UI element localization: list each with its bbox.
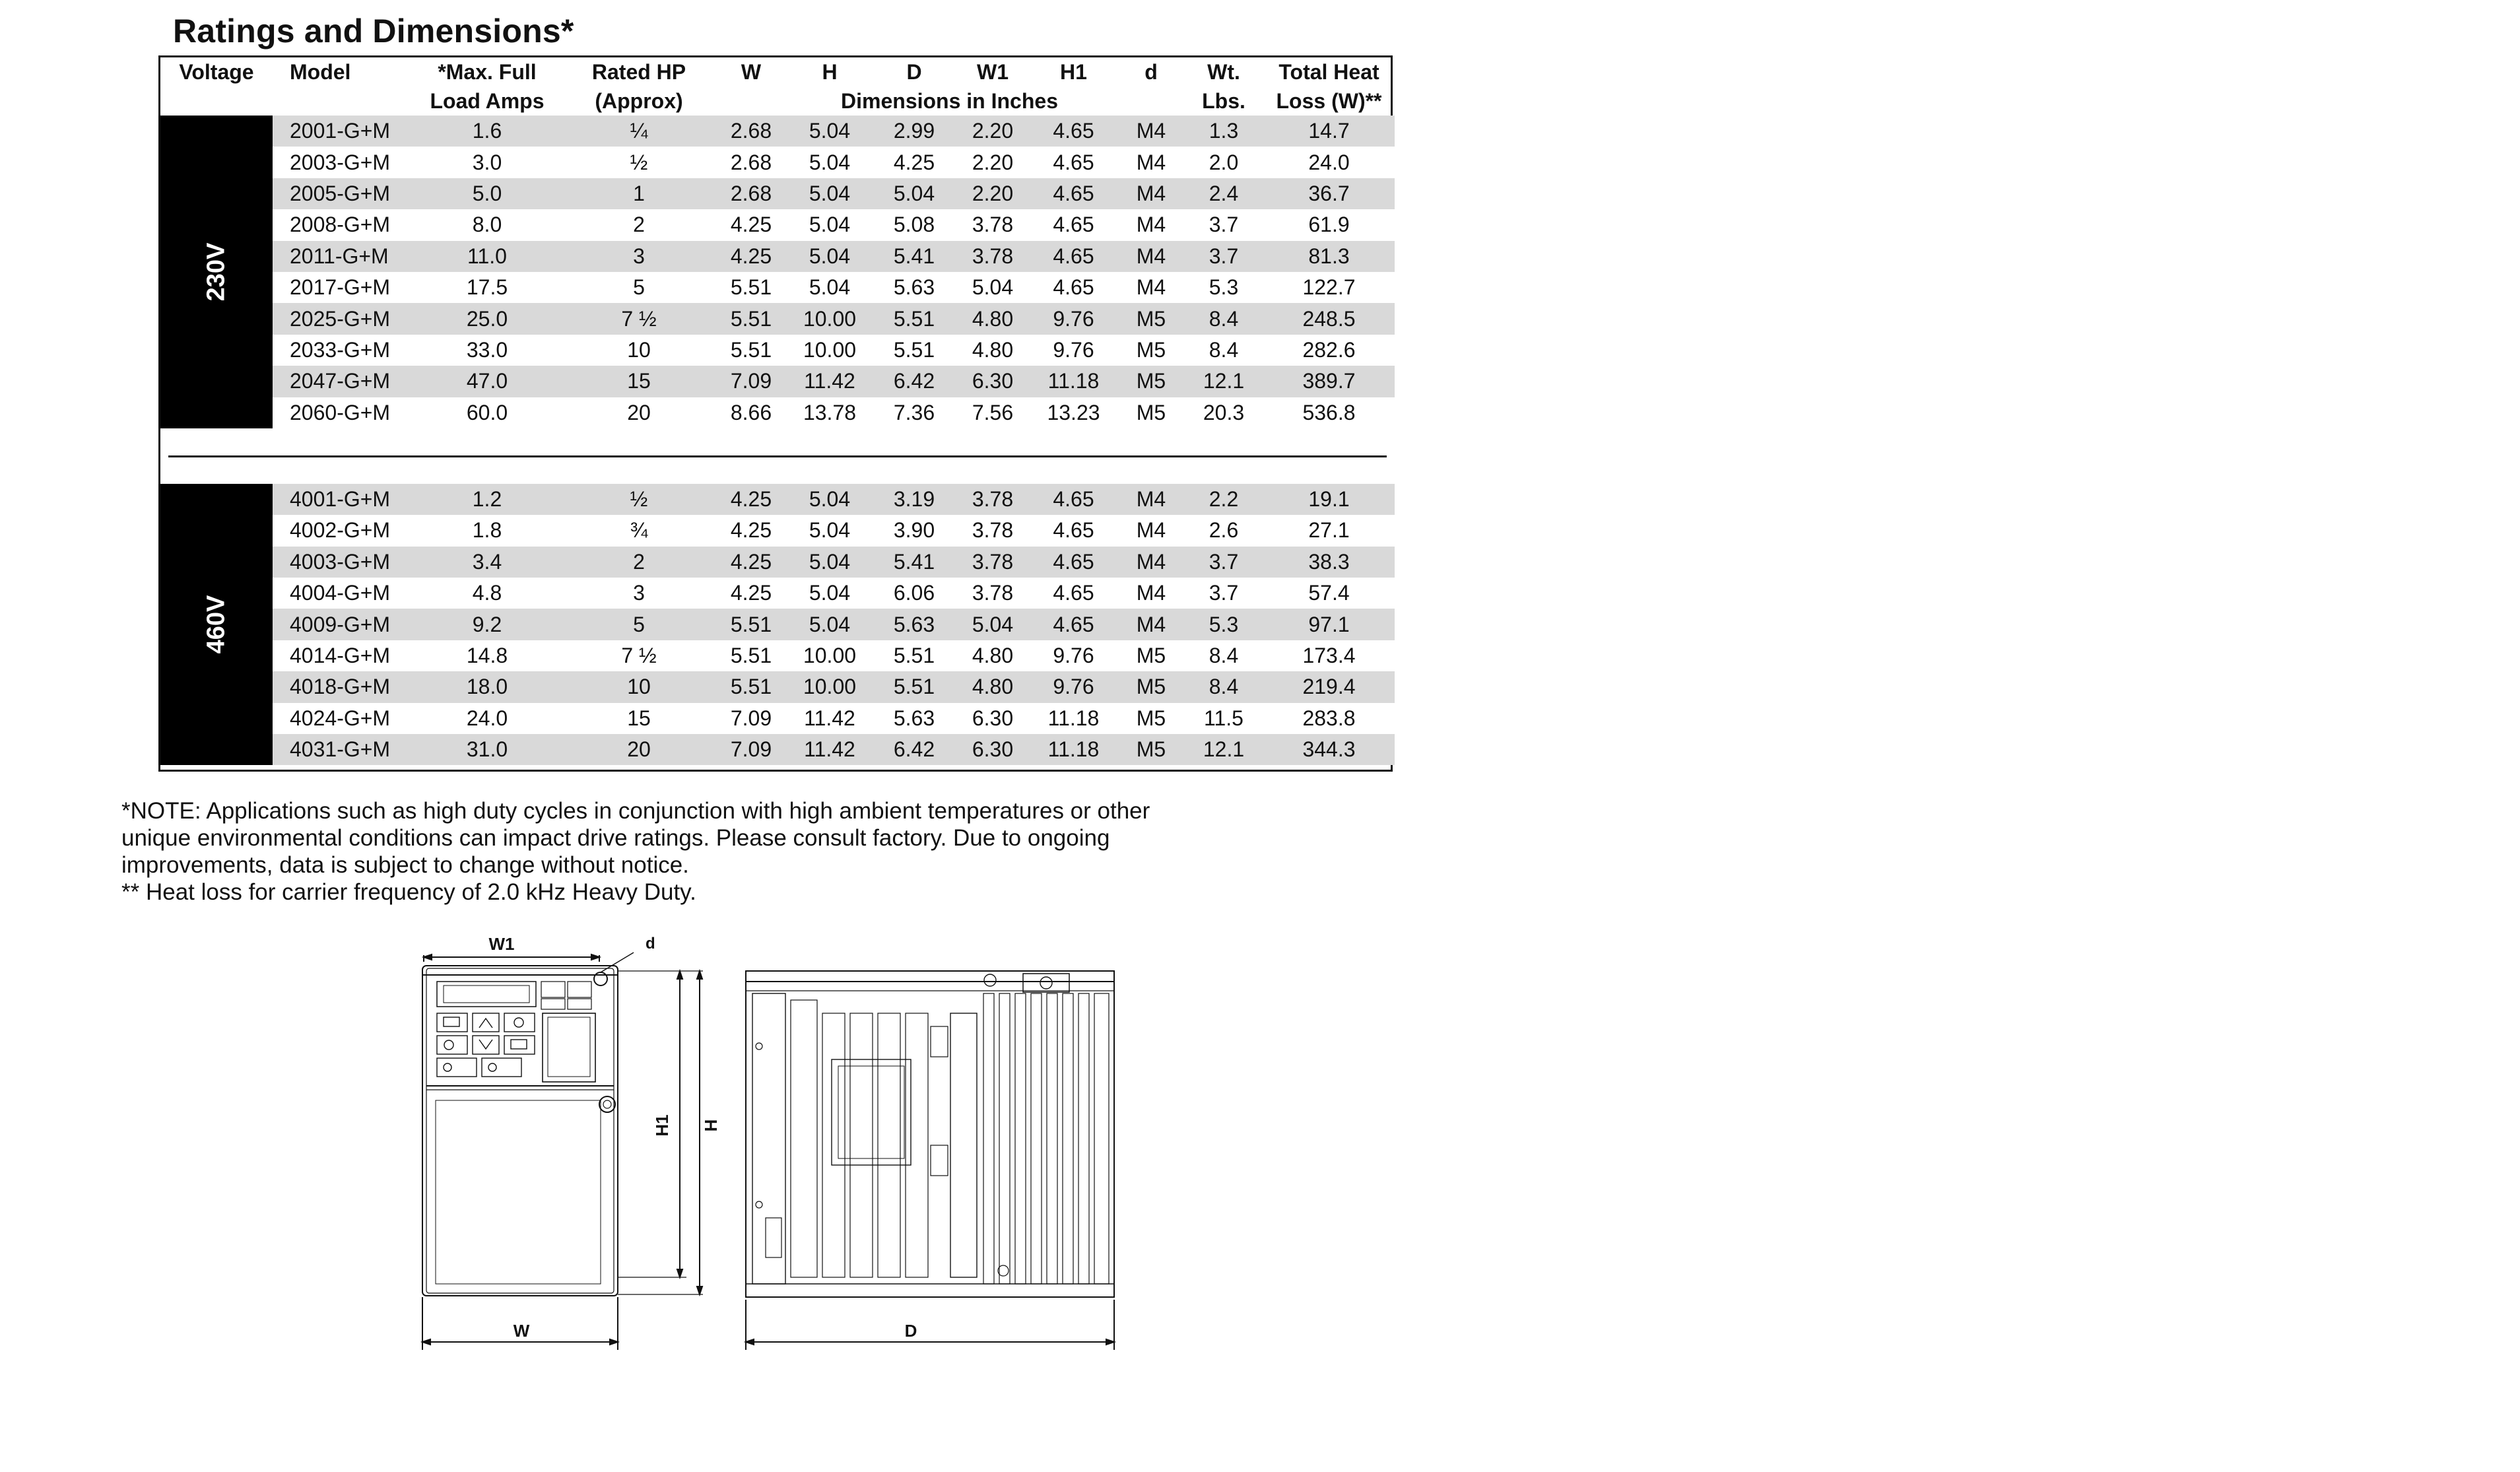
header-row-1 bbox=[160, 57, 1395, 86]
table-row bbox=[160, 335, 1395, 366]
cell-d: 4.25 bbox=[872, 147, 956, 178]
cell-bolt-d: M5 bbox=[1118, 303, 1184, 334]
table-row bbox=[160, 272, 1395, 303]
cell-rated-hp: 7 ½ bbox=[563, 303, 715, 334]
cell-d: 2.99 bbox=[872, 116, 956, 147]
header-w1: W1 bbox=[977, 60, 1009, 84]
cell-d: 5.63 bbox=[872, 609, 956, 640]
header-h1: H1 bbox=[1060, 60, 1087, 84]
cell-w: 4.25 bbox=[715, 241, 787, 272]
header-model-blank bbox=[273, 86, 411, 116]
cell-h1: 11.18 bbox=[1029, 366, 1118, 397]
cell-weight: 8.4 bbox=[1184, 671, 1263, 702]
cell-rated-hp: 2 bbox=[563, 209, 715, 240]
cell-w: 4.25 bbox=[715, 547, 787, 578]
cell-rated-hp: ½ bbox=[563, 147, 715, 178]
cell-w: 2.68 bbox=[715, 178, 787, 209]
table-row bbox=[160, 209, 1395, 240]
cell-heat-loss: 57.4 bbox=[1263, 578, 1395, 609]
cell-rated-hp: 20 bbox=[563, 397, 715, 428]
cell-h1: 4.65 bbox=[1029, 116, 1118, 147]
header-hp-line2: (Approx) bbox=[595, 89, 683, 113]
table-row bbox=[160, 397, 1395, 428]
cell-heat-loss: 122.7 bbox=[1263, 272, 1395, 303]
cell-bolt-d: M4 bbox=[1118, 578, 1184, 609]
cell-w1: 5.04 bbox=[956, 609, 1029, 640]
table-body bbox=[160, 116, 1395, 765]
header-w: W bbox=[741, 60, 762, 84]
group-separator bbox=[160, 428, 1395, 484]
cell-weight: 1.3 bbox=[1184, 116, 1263, 147]
cell-bolt-d: M4 bbox=[1118, 241, 1184, 272]
cell-w1: 4.80 bbox=[956, 303, 1029, 334]
cell-rated-hp: 15 bbox=[563, 366, 715, 397]
header-wt-line2: Lbs. bbox=[1202, 89, 1245, 113]
cell-rated-hp: ¼ bbox=[563, 116, 715, 147]
dim-label-d-small: d bbox=[646, 935, 655, 953]
cell-max-amps: 24.0 bbox=[411, 703, 563, 734]
cell-max-amps: 8.0 bbox=[411, 209, 563, 240]
cell-h: 5.04 bbox=[787, 209, 872, 240]
cell-d: 5.04 bbox=[872, 178, 956, 209]
table-row bbox=[160, 609, 1395, 640]
cell-heat-loss: 389.7 bbox=[1263, 366, 1395, 397]
cell-rated-hp: 2 bbox=[563, 547, 715, 578]
cell-w1: 4.80 bbox=[956, 671, 1029, 702]
voltage-group-cell bbox=[160, 116, 273, 428]
cell-bolt-d: M4 bbox=[1118, 484, 1184, 515]
cell-h1: 4.65 bbox=[1029, 578, 1118, 609]
table-row bbox=[160, 366, 1395, 397]
page-title: Ratings and Dimensions* bbox=[173, 13, 574, 50]
cell-model: 4024-G+M bbox=[273, 703, 411, 734]
cell-weight: 12.1 bbox=[1184, 734, 1263, 765]
cell-rated-hp: ½ bbox=[563, 484, 715, 515]
cell-w: 5.51 bbox=[715, 671, 787, 702]
cell-h1: 13.23 bbox=[1029, 397, 1118, 428]
cell-weight: 2.0 bbox=[1184, 147, 1263, 178]
note-line: ** Heat loss for carrier frequency of 2.0 kHz Heavy Duty. bbox=[121, 879, 696, 905]
ratings-table-frame bbox=[158, 55, 1393, 772]
cell-h: 13.78 bbox=[787, 397, 872, 428]
cell-bolt-d: M4 bbox=[1118, 147, 1184, 178]
cell-model: 4004-G+M bbox=[273, 578, 411, 609]
cell-w: 5.51 bbox=[715, 640, 787, 671]
cell-w1: 6.30 bbox=[956, 366, 1029, 397]
cell-d: 6.06 bbox=[872, 578, 956, 609]
cell-d: 5.51 bbox=[872, 335, 956, 366]
cell-weight: 2.6 bbox=[1184, 515, 1263, 546]
cell-weight: 12.1 bbox=[1184, 366, 1263, 397]
cell-w: 4.25 bbox=[715, 209, 787, 240]
cell-weight: 5.3 bbox=[1184, 609, 1263, 640]
table-row bbox=[160, 578, 1395, 609]
cell-max-amps: 31.0 bbox=[411, 734, 563, 765]
cell-h1: 11.18 bbox=[1029, 703, 1118, 734]
cell-max-amps: 60.0 bbox=[411, 397, 563, 428]
cell-model: 4001-G+M bbox=[273, 484, 411, 515]
cell-rated-hp: 3 bbox=[563, 241, 715, 272]
cell-w: 5.51 bbox=[715, 609, 787, 640]
cell-max-amps: 11.0 bbox=[411, 241, 563, 272]
cell-w: 2.68 bbox=[715, 116, 787, 147]
cell-model: 2017-G+M bbox=[273, 272, 411, 303]
cell-model: 4018-G+M bbox=[273, 671, 411, 702]
cell-max-amps: 25.0 bbox=[411, 303, 563, 334]
cell-h1: 4.65 bbox=[1029, 609, 1118, 640]
cell-rated-hp: 5 bbox=[563, 272, 715, 303]
cell-rated-hp: 20 bbox=[563, 734, 715, 765]
table-row bbox=[160, 640, 1395, 671]
header-d: D bbox=[906, 60, 922, 84]
cell-h1: 9.76 bbox=[1029, 303, 1118, 334]
cell-model: 2008-G+M bbox=[273, 209, 411, 240]
cell-heat-loss: 536.8 bbox=[1263, 397, 1395, 428]
cell-model: 2047-G+M bbox=[273, 366, 411, 397]
cell-h1: 9.76 bbox=[1029, 335, 1118, 366]
cell-rated-hp: 7 ½ bbox=[563, 640, 715, 671]
cell-h1: 4.65 bbox=[1029, 515, 1118, 546]
cell-model: 2011-G+M bbox=[273, 241, 411, 272]
cell-rated-hp: 5 bbox=[563, 609, 715, 640]
header-dd: d bbox=[1144, 60, 1158, 84]
dim-label-h: H bbox=[701, 1119, 721, 1132]
cell-max-amps: 17.5 bbox=[411, 272, 563, 303]
cell-bolt-d: M4 bbox=[1118, 547, 1184, 578]
cell-h: 5.04 bbox=[787, 609, 872, 640]
cell-h1: 4.65 bbox=[1029, 147, 1118, 178]
cell-weight: 3.7 bbox=[1184, 209, 1263, 240]
cell-bolt-d: M4 bbox=[1118, 515, 1184, 546]
cell-w1: 4.80 bbox=[956, 335, 1029, 366]
cell-h1: 4.65 bbox=[1029, 484, 1118, 515]
cell-bolt-d: M4 bbox=[1118, 272, 1184, 303]
cell-max-amps: 3.0 bbox=[411, 147, 563, 178]
note-line: improvements, data is subject to change without notice. bbox=[121, 852, 689, 878]
cell-h: 10.00 bbox=[787, 640, 872, 671]
cell-bolt-d: M5 bbox=[1118, 703, 1184, 734]
cell-heat-loss: 24.0 bbox=[1263, 147, 1395, 178]
cell-heat-loss: 248.5 bbox=[1263, 303, 1395, 334]
table-row bbox=[160, 703, 1395, 734]
cell-w1: 2.20 bbox=[956, 147, 1029, 178]
cell-bolt-d: M4 bbox=[1118, 116, 1184, 147]
dim-label-h1: H1 bbox=[652, 1114, 672, 1137]
cell-w1: 3.78 bbox=[956, 484, 1029, 515]
cell-max-amps: 1.2 bbox=[411, 484, 563, 515]
cell-h: 11.42 bbox=[787, 703, 872, 734]
cell-heat-loss: 81.3 bbox=[1263, 241, 1395, 272]
cell-d: 6.42 bbox=[872, 734, 956, 765]
cell-h: 10.00 bbox=[787, 303, 872, 334]
cell-d: 3.90 bbox=[872, 515, 956, 546]
header-hp-line1: Rated HP bbox=[591, 60, 686, 84]
header-model: Model bbox=[290, 60, 351, 84]
cell-w: 4.25 bbox=[715, 484, 787, 515]
cell-max-amps: 1.6 bbox=[411, 116, 563, 147]
cell-rated-hp: 10 bbox=[563, 335, 715, 366]
cell-weight: 2.4 bbox=[1184, 178, 1263, 209]
cell-weight: 8.4 bbox=[1184, 640, 1263, 671]
cell-d: 7.36 bbox=[872, 397, 956, 428]
cell-w: 2.68 bbox=[715, 147, 787, 178]
cell-h: 5.04 bbox=[787, 484, 872, 515]
cell-rated-hp: 15 bbox=[563, 703, 715, 734]
header-voltage: Voltage bbox=[179, 60, 254, 84]
table-row bbox=[160, 515, 1395, 546]
cell-h: 5.04 bbox=[787, 178, 872, 209]
cell-bolt-d: M5 bbox=[1118, 734, 1184, 765]
cell-weight: 3.7 bbox=[1184, 547, 1263, 578]
cell-weight: 3.7 bbox=[1184, 241, 1263, 272]
table-header bbox=[160, 57, 1395, 116]
voltage-label: 230V bbox=[202, 242, 230, 302]
separator-line bbox=[168, 455, 1387, 457]
header-voltage-blank bbox=[160, 86, 273, 116]
cell-heat-loss: 36.7 bbox=[1263, 178, 1395, 209]
cell-h: 5.04 bbox=[787, 116, 872, 147]
separator-cell bbox=[160, 428, 1395, 484]
cell-bolt-d: M5 bbox=[1118, 640, 1184, 671]
cell-model: 4009-G+M bbox=[273, 609, 411, 640]
voltage-label: 460V bbox=[202, 595, 230, 654]
cell-rated-hp: 10 bbox=[563, 671, 715, 702]
cell-weight: 8.4 bbox=[1184, 335, 1263, 366]
cell-w: 7.09 bbox=[715, 703, 787, 734]
cell-max-amps: 33.0 bbox=[411, 335, 563, 366]
cell-bolt-d: M5 bbox=[1118, 335, 1184, 366]
cell-w: 4.25 bbox=[715, 578, 787, 609]
cell-bolt-d: M4 bbox=[1118, 609, 1184, 640]
cell-max-amps: 47.0 bbox=[411, 366, 563, 397]
cell-w1: 2.20 bbox=[956, 116, 1029, 147]
cell-w1: 6.30 bbox=[956, 703, 1029, 734]
cell-h: 10.00 bbox=[787, 335, 872, 366]
cell-heat-loss: 38.3 bbox=[1263, 547, 1395, 578]
header-h: H bbox=[822, 60, 838, 84]
cell-bolt-d: M5 bbox=[1118, 671, 1184, 702]
ratings-table bbox=[160, 57, 1395, 765]
header-heat-line2: Loss (W)** bbox=[1276, 89, 1382, 113]
cell-heat-loss: 344.3 bbox=[1263, 734, 1395, 765]
cell-w1: 3.78 bbox=[956, 241, 1029, 272]
cell-heat-loss: 61.9 bbox=[1263, 209, 1395, 240]
cell-weight: 8.4 bbox=[1184, 303, 1263, 334]
cell-d: 5.41 bbox=[872, 547, 956, 578]
cell-rated-hp: ¾ bbox=[563, 515, 715, 546]
cell-heat-loss: 283.8 bbox=[1263, 703, 1395, 734]
cell-heat-loss: 219.4 bbox=[1263, 671, 1395, 702]
cell-h: 11.42 bbox=[787, 734, 872, 765]
cell-max-amps: 14.8 bbox=[411, 640, 563, 671]
table-row bbox=[160, 484, 1395, 515]
cell-h1: 4.65 bbox=[1029, 547, 1118, 578]
header-amps-line1: *Max. Full bbox=[438, 60, 537, 84]
cell-w: 7.09 bbox=[715, 366, 787, 397]
cell-w1: 3.78 bbox=[956, 547, 1029, 578]
cell-model: 4031-G+M bbox=[273, 734, 411, 765]
cell-rated-hp: 3 bbox=[563, 578, 715, 609]
header-heat-line1: Total Heat bbox=[1278, 60, 1379, 84]
cell-bolt-d: M5 bbox=[1118, 366, 1184, 397]
cell-heat-loss: 14.7 bbox=[1263, 116, 1395, 147]
dim-label-d: D bbox=[904, 1321, 917, 1341]
cell-d: 5.63 bbox=[872, 272, 956, 303]
cell-model: 4002-G+M bbox=[273, 515, 411, 546]
cell-w1: 3.78 bbox=[956, 209, 1029, 240]
cell-w1: 6.30 bbox=[956, 734, 1029, 765]
header-wt-line1: Wt. bbox=[1207, 60, 1240, 84]
cell-h1: 11.18 bbox=[1029, 734, 1118, 765]
cell-heat-loss: 19.1 bbox=[1263, 484, 1395, 515]
header-amps-line2: Load Amps bbox=[430, 89, 545, 113]
cell-model: 2060-G+M bbox=[273, 397, 411, 428]
cell-max-amps: 3.4 bbox=[411, 547, 563, 578]
cell-model: 4014-G+M bbox=[273, 640, 411, 671]
cell-heat-loss: 173.4 bbox=[1263, 640, 1395, 671]
cell-d: 5.08 bbox=[872, 209, 956, 240]
cell-w: 5.51 bbox=[715, 272, 787, 303]
dim-label-w: W bbox=[513, 1321, 530, 1341]
table-row bbox=[160, 116, 1395, 147]
cell-max-amps: 1.8 bbox=[411, 515, 563, 546]
cell-heat-loss: 97.1 bbox=[1263, 609, 1395, 640]
cell-bolt-d: M4 bbox=[1118, 209, 1184, 240]
dim-label-w1: W1 bbox=[488, 934, 515, 954]
cell-bolt-d: M4 bbox=[1118, 178, 1184, 209]
cell-h1: 4.65 bbox=[1029, 209, 1118, 240]
cell-max-amps: 18.0 bbox=[411, 671, 563, 702]
cell-d: 5.51 bbox=[872, 303, 956, 334]
cell-d: 3.19 bbox=[872, 484, 956, 515]
cell-h: 5.04 bbox=[787, 515, 872, 546]
cell-h1: 9.76 bbox=[1029, 640, 1118, 671]
note-line: unique environmental conditions can impact drive ratings. Please consult factory. Due to ongoing bbox=[121, 825, 1110, 851]
cell-h: 5.04 bbox=[787, 147, 872, 178]
cell-h1: 4.65 bbox=[1029, 241, 1118, 272]
cell-bolt-d: M5 bbox=[1118, 397, 1184, 428]
side-view bbox=[746, 971, 1114, 1350]
cell-h: 5.04 bbox=[787, 241, 872, 272]
cell-d: 5.63 bbox=[872, 703, 956, 734]
cell-max-amps: 9.2 bbox=[411, 609, 563, 640]
table-row bbox=[160, 147, 1395, 178]
cell-model: 2033-G+M bbox=[273, 335, 411, 366]
cell-w: 5.51 bbox=[715, 303, 787, 334]
cell-model: 2005-G+M bbox=[273, 178, 411, 209]
cell-w1: 5.04 bbox=[956, 272, 1029, 303]
cell-max-amps: 4.8 bbox=[411, 578, 563, 609]
header-row-2 bbox=[160, 86, 1395, 116]
cell-h1: 9.76 bbox=[1029, 671, 1118, 702]
cell-weight: 2.2 bbox=[1184, 484, 1263, 515]
header-dimensions: Dimensions in Inches bbox=[841, 89, 1058, 113]
cell-h: 5.04 bbox=[787, 578, 872, 609]
cell-h: 10.00 bbox=[787, 671, 872, 702]
table-row bbox=[160, 671, 1395, 702]
front-view bbox=[422, 953, 703, 1350]
cell-weight: 5.3 bbox=[1184, 272, 1263, 303]
cell-w1: 4.80 bbox=[956, 640, 1029, 671]
cell-model: 2003-G+M bbox=[273, 147, 411, 178]
cell-w1: 3.78 bbox=[956, 515, 1029, 546]
table-row bbox=[160, 303, 1395, 334]
cell-h: 11.42 bbox=[787, 366, 872, 397]
table-row bbox=[160, 178, 1395, 209]
cell-model: 4003-G+M bbox=[273, 547, 411, 578]
cell-d: 5.51 bbox=[872, 671, 956, 702]
cell-w: 5.51 bbox=[715, 335, 787, 366]
cell-h1: 4.65 bbox=[1029, 178, 1118, 209]
table-row bbox=[160, 734, 1395, 765]
cell-d: 5.41 bbox=[872, 241, 956, 272]
cell-model: 2001-G+M bbox=[273, 116, 411, 147]
notes bbox=[121, 797, 1376, 906]
cell-rated-hp: 1 bbox=[563, 178, 715, 209]
cell-w: 8.66 bbox=[715, 397, 787, 428]
cell-h1: 4.65 bbox=[1029, 272, 1118, 303]
cell-w: 4.25 bbox=[715, 515, 787, 546]
table-row bbox=[160, 547, 1395, 578]
cell-w1: 3.78 bbox=[956, 578, 1029, 609]
cell-w1: 2.20 bbox=[956, 178, 1029, 209]
cell-weight: 20.3 bbox=[1184, 397, 1263, 428]
cell-w1: 7.56 bbox=[956, 397, 1029, 428]
cell-weight: 11.5 bbox=[1184, 703, 1263, 734]
cell-d: 6.42 bbox=[872, 366, 956, 397]
cell-h: 5.04 bbox=[787, 272, 872, 303]
cell-model: 2025-G+M bbox=[273, 303, 411, 334]
cell-w: 7.09 bbox=[715, 734, 787, 765]
drive-dimension-drawing bbox=[409, 927, 1135, 1356]
note-line: *NOTE: Applications such as high duty cycles in conjunction with high ambient temperatures or other bbox=[121, 798, 1150, 824]
cell-d: 5.51 bbox=[872, 640, 956, 671]
cell-heat-loss: 27.1 bbox=[1263, 515, 1395, 546]
cell-max-amps: 5.0 bbox=[411, 178, 563, 209]
cell-weight: 3.7 bbox=[1184, 578, 1263, 609]
cell-heat-loss: 282.6 bbox=[1263, 335, 1395, 366]
voltage-group-cell bbox=[160, 484, 273, 766]
table-row bbox=[160, 241, 1395, 272]
cell-h: 5.04 bbox=[787, 547, 872, 578]
